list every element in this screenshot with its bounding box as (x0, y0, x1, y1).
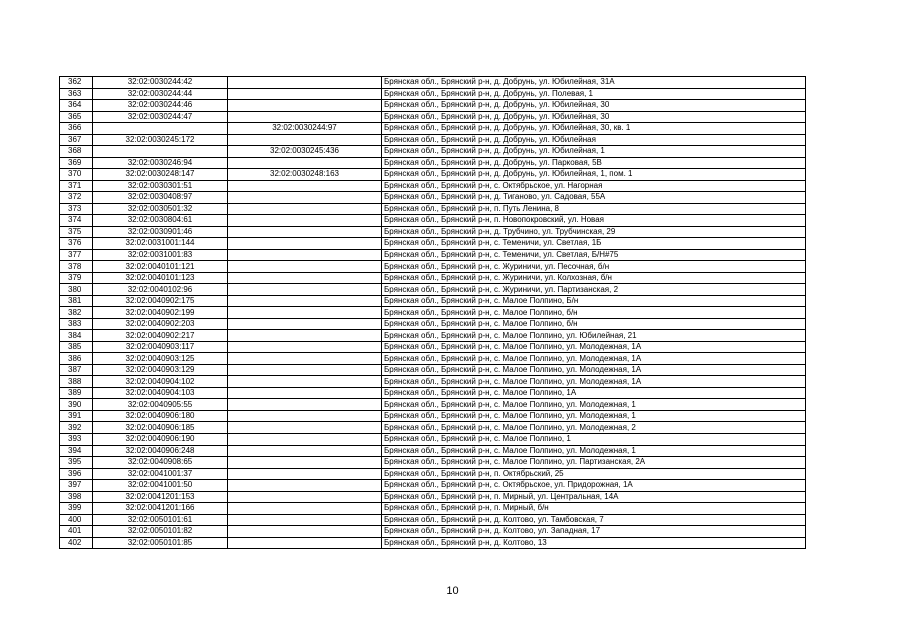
table-row (60, 123, 806, 135)
address-cell: Брянская обл., Брянский р-н, с. Журиничи, ул. Партизанская, 2 (382, 284, 806, 296)
related-cadastral-number-cell (228, 100, 382, 112)
row-number-cell: 397 (60, 480, 93, 492)
address-cell: Брянская обл., Брянский р-н, с. Малое Полпино, ул. Молодежная, 1 (382, 410, 806, 422)
cadastral-number-cell: 32:02:0030804:61 (93, 215, 228, 227)
cadastral-number-cell: 32:02:0030901:46 (93, 226, 228, 238)
address-cell: Брянская обл., Брянский р-н, п. Путь Ленина, 8 (382, 203, 806, 215)
related-cadastral-number-cell (228, 445, 382, 457)
related-cadastral-number-cell: 32:02:0030244:97 (228, 123, 382, 135)
related-cadastral-number-cell (228, 341, 382, 353)
row-number-cell: 385 (60, 341, 93, 353)
address-cell: Брянская обл., Брянский р-н, д. Колтово, ул. Тамбовская, 7 (382, 514, 806, 526)
row-number-cell: 383 (60, 318, 93, 330)
table-row (60, 480, 806, 492)
table-row (60, 272, 806, 284)
row-number-cell: 388 (60, 376, 93, 388)
table-row (60, 399, 806, 411)
cadastral-number-cell: 32:02:0040906:190 (93, 433, 228, 445)
records-table (59, 76, 806, 549)
cadastral-number-cell: 32:02:0030244:46 (93, 100, 228, 112)
cadastral-number-cell: 32:02:0040905:55 (93, 399, 228, 411)
table-row (60, 537, 806, 549)
row-number-cell: 402 (60, 537, 93, 549)
cadastral-number-cell: 32:02:0041201:166 (93, 503, 228, 515)
row-number-cell: 387 (60, 364, 93, 376)
row-number-cell: 401 (60, 526, 93, 538)
address-cell: Брянская обл., Брянский р-н, с. Октябрьское, ул. Придорожная, 1А (382, 480, 806, 492)
address-cell: Брянская обл., Брянский р-н, д. Колтово, 13 (382, 537, 806, 549)
row-number-cell: 373 (60, 203, 93, 215)
address-cell: Брянская обл., Брянский р-н, д. Добрунь, ул. Юбилейная (382, 134, 806, 146)
row-number-cell: 379 (60, 272, 93, 284)
related-cadastral-number-cell (228, 215, 382, 227)
row-number-cell: 389 (60, 387, 93, 399)
address-cell: Брянская обл., Брянский р-н, с. Малое Полпино, ул. Молодежная, 1А (382, 341, 806, 353)
row-number-cell: 384 (60, 330, 93, 342)
table-row (60, 376, 806, 388)
address-cell: Брянская обл., Брянский р-н, с. Малое Полпино, ул. Юбилейная, 21 (382, 330, 806, 342)
cadastral-number-cell: 32:02:0030246:94 (93, 157, 228, 169)
address-cell: Брянская обл., Брянский р-н, д. Колтово, ул. Западная, 17 (382, 526, 806, 538)
cadastral-number-cell: 32:02:0040101:121 (93, 261, 228, 273)
table-row (60, 330, 806, 342)
table-row (60, 341, 806, 353)
related-cadastral-number-cell (228, 203, 382, 215)
cadastral-number-cell (93, 146, 228, 158)
cadastral-number-cell: 32:02:0040904:103 (93, 387, 228, 399)
related-cadastral-number-cell: 32:02:0030248:163 (228, 169, 382, 181)
records-table-body (60, 77, 806, 549)
address-cell: Брянская обл., Брянский р-н, с. Журиничи, ул. Песочная, б/н (382, 261, 806, 273)
row-number-cell: 390 (60, 399, 93, 411)
row-number-cell: 371 (60, 180, 93, 192)
address-cell: Брянская обл., Брянский р-н, д. Добрунь, ул. Юбилейная, 30 (382, 100, 806, 112)
address-cell: Брянская обл., Брянский р-н, с. Малое Полпино, ул. Партизанская, 2А (382, 457, 806, 469)
cadastral-number-cell: 32:02:0050101:85 (93, 537, 228, 549)
table-row (60, 203, 806, 215)
row-number-cell: 370 (60, 169, 93, 181)
related-cadastral-number-cell (228, 330, 382, 342)
related-cadastral-number-cell (228, 284, 382, 296)
address-cell: Брянская обл., Брянский р-н, с. Малое Полпино, б/н (382, 307, 806, 319)
table-row (60, 261, 806, 273)
cadastral-number-cell: 32:02:0040904:102 (93, 376, 228, 388)
related-cadastral-number-cell (228, 307, 382, 319)
row-number-cell: 362 (60, 77, 93, 89)
cadastral-number-cell: 32:02:0040903:125 (93, 353, 228, 365)
cadastral-number-cell: 32:02:0030301:51 (93, 180, 228, 192)
related-cadastral-number-cell (228, 422, 382, 434)
cadastral-number-cell: 32:02:0040902:175 (93, 295, 228, 307)
address-cell: Брянская обл., Брянский р-н, п. Мирный, б/н (382, 503, 806, 515)
row-number-cell: 365 (60, 111, 93, 123)
cadastral-number-cell: 32:02:0040906:185 (93, 422, 228, 434)
row-number-cell: 392 (60, 422, 93, 434)
row-number-cell: 394 (60, 445, 93, 457)
related-cadastral-number-cell (228, 295, 382, 307)
cadastral-number-cell: 32:02:0031001:83 (93, 249, 228, 261)
page-number: 10 (446, 585, 459, 597)
table-row (60, 157, 806, 169)
cadastral-number-cell: 32:02:0040903:129 (93, 364, 228, 376)
row-number-cell: 381 (60, 295, 93, 307)
cadastral-number-cell: 32:02:0030244:44 (93, 88, 228, 100)
related-cadastral-number-cell (228, 157, 382, 169)
table-row (60, 410, 806, 422)
table-row (60, 514, 806, 526)
row-number-cell: 376 (60, 238, 93, 250)
row-number-cell: 363 (60, 88, 93, 100)
cadastral-number-cell: 32:02:0040902:199 (93, 307, 228, 319)
related-cadastral-number-cell (228, 526, 382, 538)
related-cadastral-number-cell (228, 480, 382, 492)
related-cadastral-number-cell (228, 226, 382, 238)
cadastral-number-cell: 32:02:0050101:61 (93, 514, 228, 526)
table-row (60, 307, 806, 319)
table-row (60, 180, 806, 192)
related-cadastral-number-cell (228, 376, 382, 388)
table-row (60, 146, 806, 158)
related-cadastral-number-cell (228, 261, 382, 273)
table-row (60, 353, 806, 365)
address-cell: Брянская обл., Брянский р-н, п. Октябрьский, 25 (382, 468, 806, 480)
related-cadastral-number-cell (228, 180, 382, 192)
row-number-cell: 386 (60, 353, 93, 365)
cadastral-number-cell: 32:02:0040903:117 (93, 341, 228, 353)
cadastral-number-cell: 32:02:0040906:180 (93, 410, 228, 422)
table-row (60, 445, 806, 457)
table-row (60, 238, 806, 250)
table-row (60, 284, 806, 296)
address-cell: Брянская обл., Брянский р-н, с. Малое Полпино, ул. Молодежная, 2 (382, 422, 806, 434)
address-cell: Брянская обл., Брянский р-н, п. Новопокровский, ул. Новая (382, 215, 806, 227)
address-cell: Брянская обл., Брянский р-н, с. Малое Полпино, 1А (382, 387, 806, 399)
cadastral-number-cell (93, 123, 228, 135)
row-number-cell: 364 (60, 100, 93, 112)
related-cadastral-number-cell (228, 387, 382, 399)
table-row (60, 433, 806, 445)
cadastral-number-cell: 32:02:0040908:65 (93, 457, 228, 469)
row-number-cell: 375 (60, 226, 93, 238)
address-cell: Брянская обл., Брянский р-н, с. Теменичи, ул. Светлая, 1Б (382, 238, 806, 250)
cadastral-number-cell: 32:02:0030244:47 (93, 111, 228, 123)
address-cell: Брянская обл., Брянский р-н, д. Добрунь, ул. Юбилейная, 1 (382, 146, 806, 158)
related-cadastral-number-cell (228, 468, 382, 480)
table-row (60, 215, 806, 227)
table-row (60, 77, 806, 89)
cadastral-number-cell: 32:02:0030408:97 (93, 192, 228, 204)
row-number-cell: 377 (60, 249, 93, 261)
row-number-cell: 369 (60, 157, 93, 169)
address-cell: Брянская обл., Брянский р-н, с. Малое Полпино, ул. Молодежная, 1А (382, 353, 806, 365)
table-row (60, 88, 806, 100)
row-number-cell: 366 (60, 123, 93, 135)
row-number-cell: 391 (60, 410, 93, 422)
address-cell: Брянская обл., Брянский р-н, с. Малое Полпино, ул. Молодежная, 1А (382, 364, 806, 376)
cadastral-number-cell: 32:02:0030245:172 (93, 134, 228, 146)
related-cadastral-number-cell (228, 399, 382, 411)
table-row (60, 192, 806, 204)
table-row (60, 318, 806, 330)
row-number-cell: 368 (60, 146, 93, 158)
table-row (60, 169, 806, 181)
table-row (60, 134, 806, 146)
cadastral-number-cell: 32:02:0040102:96 (93, 284, 228, 296)
row-number-cell: 378 (60, 261, 93, 273)
table-row (60, 226, 806, 238)
related-cadastral-number-cell (228, 491, 382, 503)
table-row (60, 503, 806, 515)
related-cadastral-number-cell (228, 88, 382, 100)
address-cell: Брянская обл., Брянский р-н, с. Малое Полпино, ул. Молодежная, 1А (382, 376, 806, 388)
table-row (60, 387, 806, 399)
table-row (60, 364, 806, 376)
related-cadastral-number-cell (228, 364, 382, 376)
cadastral-number-cell: 32:02:0041001:37 (93, 468, 228, 480)
related-cadastral-number-cell (228, 318, 382, 330)
related-cadastral-number-cell (228, 238, 382, 250)
row-number-cell: 382 (60, 307, 93, 319)
address-cell: Брянская обл., Брянский р-н, п. Мирный, ул. Центральная, 14А (382, 491, 806, 503)
cadastral-number-cell: 32:02:0040902:217 (93, 330, 228, 342)
address-cell: Брянская обл., Брянский р-н, с. Октябрьское, ул. Нагорная (382, 180, 806, 192)
table-row (60, 422, 806, 434)
cadastral-number-cell: 32:02:0031001:144 (93, 238, 228, 250)
address-cell: Брянская обл., Брянский р-н, д. Добрунь, ул. Парковая, 5В (382, 157, 806, 169)
address-cell: Брянская обл., Брянский р-н, с. Малое Полпино, Б/н (382, 295, 806, 307)
cadastral-number-cell: 32:02:0030244:42 (93, 77, 228, 89)
row-number-cell: 393 (60, 433, 93, 445)
related-cadastral-number-cell (228, 503, 382, 515)
address-cell: Брянская обл., Брянский р-н, с. Малое Полпино, б/н (382, 318, 806, 330)
cadastral-number-cell: 32:02:0040906:248 (93, 445, 228, 457)
row-number-cell: 399 (60, 503, 93, 515)
address-cell: Брянская обл., Брянский р-н, д. Добрунь, ул. Полевая, 1 (382, 88, 806, 100)
table-row (60, 100, 806, 112)
related-cadastral-number-cell (228, 77, 382, 89)
cadastral-number-cell: 32:02:0040902:203 (93, 318, 228, 330)
row-number-cell: 372 (60, 192, 93, 204)
table-row (60, 295, 806, 307)
related-cadastral-number-cell (228, 111, 382, 123)
row-number-cell: 396 (60, 468, 93, 480)
address-cell: Брянская обл., Брянский р-н, д. Тиганово, ул. Садовая, 55А (382, 192, 806, 204)
address-cell: Брянская обл., Брянский р-н, с. Журиничи, ул. Колхозная, б/н (382, 272, 806, 284)
row-number-cell: 395 (60, 457, 93, 469)
cadastral-number-cell: 32:02:0050101:82 (93, 526, 228, 538)
table-row (60, 491, 806, 503)
address-cell: Брянская обл., Брянский р-н, д. Добрунь, ул. Юбилейная, 30 (382, 111, 806, 123)
related-cadastral-number-cell (228, 410, 382, 422)
related-cadastral-number-cell (228, 537, 382, 549)
address-cell: Брянская обл., Брянский р-н, д. Добрунь, ул. Юбилейная, 31А (382, 77, 806, 89)
related-cadastral-number-cell (228, 272, 382, 284)
related-cadastral-number-cell (228, 249, 382, 261)
cadastral-number-cell: 32:02:0041201:153 (93, 491, 228, 503)
cadastral-number-cell: 32:02:0041001:50 (93, 480, 228, 492)
address-cell: Брянская обл., Брянский р-н, д. Добрунь, ул. Юбилейная, 1, пом. 1 (382, 169, 806, 181)
cadastral-number-cell: 32:02:0030501:32 (93, 203, 228, 215)
row-number-cell: 400 (60, 514, 93, 526)
related-cadastral-number-cell (228, 134, 382, 146)
table-row (60, 526, 806, 538)
row-number-cell: 374 (60, 215, 93, 227)
address-cell: Брянская обл., Брянский р-н, д. Добрунь, ул. Юбилейная, 30, кв. 1 (382, 123, 806, 135)
row-number-cell: 398 (60, 491, 93, 503)
address-cell: Брянская обл., Брянский р-н, с. Теменичи, ул. Светлая, Б/Н#75 (382, 249, 806, 261)
related-cadastral-number-cell (228, 192, 382, 204)
cadastral-number-cell: 32:02:0030248:147 (93, 169, 228, 181)
table-row (60, 111, 806, 123)
related-cadastral-number-cell: 32:02:0030245:436 (228, 146, 382, 158)
related-cadastral-number-cell (228, 353, 382, 365)
related-cadastral-number-cell (228, 433, 382, 445)
table-row (60, 457, 806, 469)
related-cadastral-number-cell (228, 514, 382, 526)
address-cell: Брянская обл., Брянский р-н, с. Малое Полпино, 1 (382, 433, 806, 445)
cadastral-number-cell: 32:02:0040101:123 (93, 272, 228, 284)
address-cell: Брянская обл., Брянский р-н, с. Малое Полпино, ул. Молодежная, 1 (382, 445, 806, 457)
table-row (60, 249, 806, 261)
row-number-cell: 367 (60, 134, 93, 146)
table-row (60, 468, 806, 480)
address-cell: Брянская обл., Брянский р-н, д. Трубчино, ул. Трубчинская, 29 (382, 226, 806, 238)
row-number-cell: 380 (60, 284, 93, 296)
address-cell: Брянская обл., Брянский р-н, с. Малое Полпино, ул. Молодежная, 1 (382, 399, 806, 411)
related-cadastral-number-cell (228, 457, 382, 469)
